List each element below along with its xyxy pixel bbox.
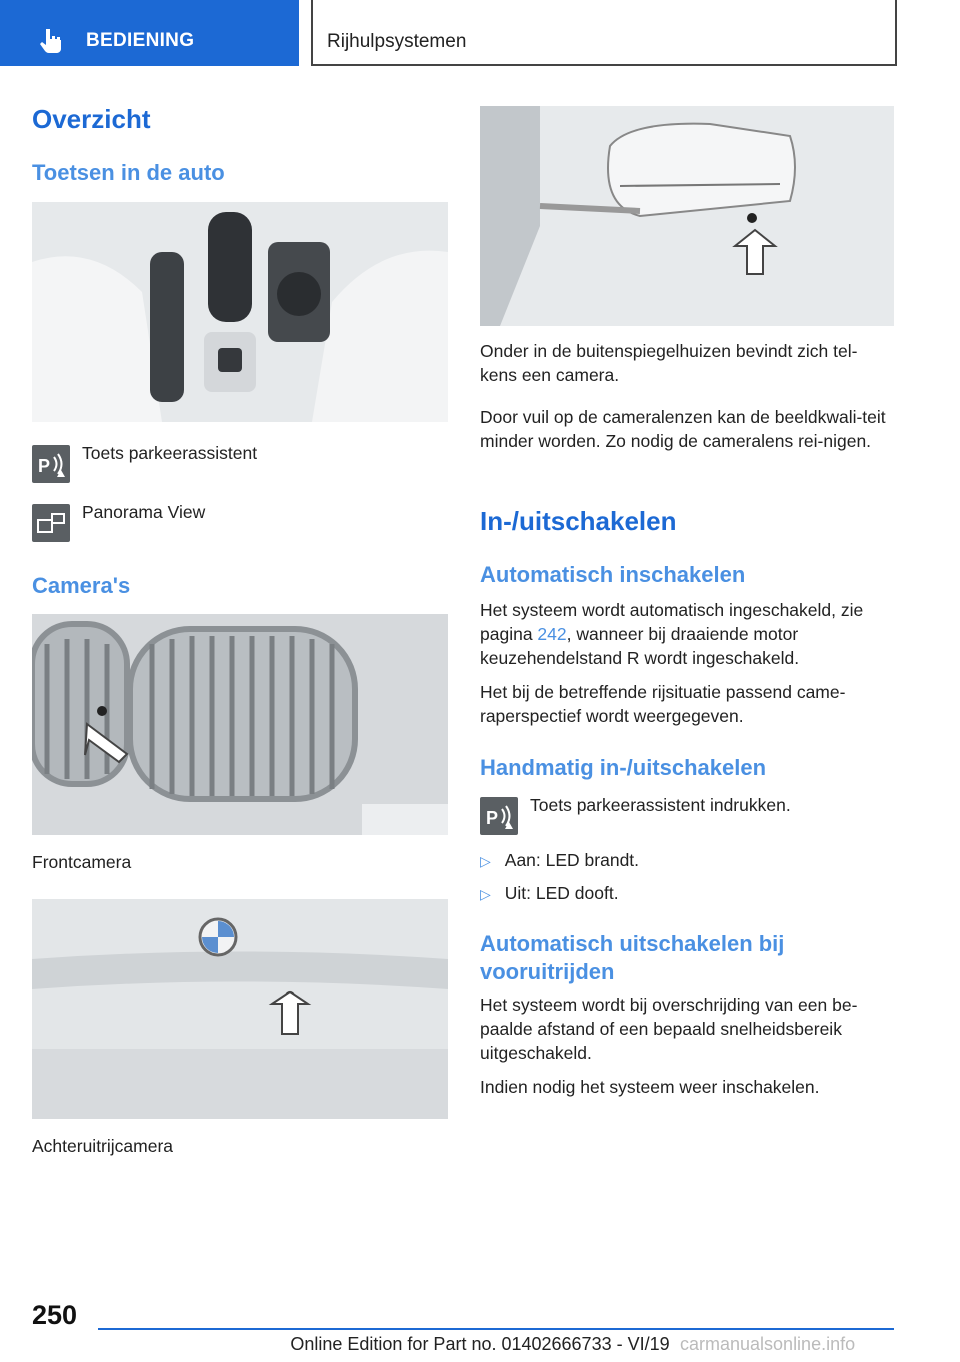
panorama-view-label: Panorama View	[82, 502, 206, 522]
paragraph-camera-perspective: Het bij de betreffende rijsituatie passend came-raperspectief wordt weergegeven.	[480, 682, 846, 726]
park-assist-label: Toets parkeerassistent	[82, 443, 258, 463]
auto-on-text-end: , wanneer bij draaiende motor keuzehendelstand R wordt ingeschakeld.	[480, 624, 800, 668]
rear-camera-caption: Achteruitrijcamera	[32, 1136, 174, 1156]
footer-rule	[98, 1328, 894, 1330]
subheading-buttons: Toetsen in de auto	[32, 160, 225, 185]
subheading-cameras: Camera's	[32, 573, 131, 598]
side-mirror-camera-image	[480, 106, 894, 326]
bullet-off	[480, 883, 619, 904]
svg-text:P: P	[486, 808, 499, 828]
heading-auto-off: Automatisch uitschakelen bij vooruitrijden	[480, 931, 785, 984]
bullet-on-text: Aan: LED brandt.	[504, 850, 640, 870]
svg-text:P: P	[38, 456, 51, 476]
watermark: carmanualsonline.info	[680, 1334, 856, 1354]
chapter-header	[311, 0, 897, 66]
paragraph-reactivate: Indien nodig het systeem weer inschakelen.	[480, 1077, 820, 1097]
auto-on-text-start: Het systeem wordt automatisch ingeschakeld, zie pagina	[480, 600, 864, 644]
paragraph-auto-off: Het systeem wordt bij overschrijding van een be-paalde afstand of een bepaald snelheidsbereik uitgeschakeld.	[480, 995, 858, 1063]
triangle-bullet-icon: ▷	[480, 886, 491, 902]
page-link-242[interactable]: 242	[537, 624, 567, 644]
paragraph-mirror-cameras: Onder in de buitenspiegelhuizen bevindt zich tel-kens een camera.	[480, 341, 858, 385]
park-assist-button-icon-2	[480, 797, 518, 835]
paragraph-clean-lens: Door vuil op de cameralenzen kan de beeldkwali-teit minder worden. Zo nodig de cameralens rei-nigen.	[480, 407, 886, 451]
paragraph-auto-on	[480, 598, 894, 670]
rear-camera-image	[32, 899, 448, 1119]
page-number: 250	[32, 1300, 78, 1330]
triangle-bullet-icon: ▷	[480, 853, 491, 869]
console-buttons-image	[32, 202, 448, 422]
heading-auto-on: Automatisch inschakelen	[480, 562, 746, 587]
section-label: BEDIENING	[86, 30, 195, 51]
hand-pointer-icon	[38, 26, 66, 54]
chapter-title: Rijhulpsystemen	[327, 31, 467, 52]
bullet-off-text: Uit: LED dooft.	[504, 883, 619, 903]
heading-manual-on-off: Handmatig in-/uitschakelen	[480, 755, 767, 780]
front-camera-caption: Frontcamera	[32, 852, 132, 872]
section-tab[interactable]	[0, 0, 299, 66]
panorama-view-button-icon	[32, 504, 70, 542]
page-title: Overzicht	[32, 104, 151, 134]
bullet-on	[480, 850, 639, 871]
front-camera-image	[32, 614, 448, 835]
footer-edition: Online Edition for Part no. 01402666733 - VI/19	[290, 1334, 670, 1354]
heading-switch-on-off: In-/uitschakelen	[480, 506, 677, 536]
paragraph-press-button: Toets parkeerassistent indrukken.	[530, 795, 791, 815]
park-assist-button-icon	[32, 445, 70, 483]
